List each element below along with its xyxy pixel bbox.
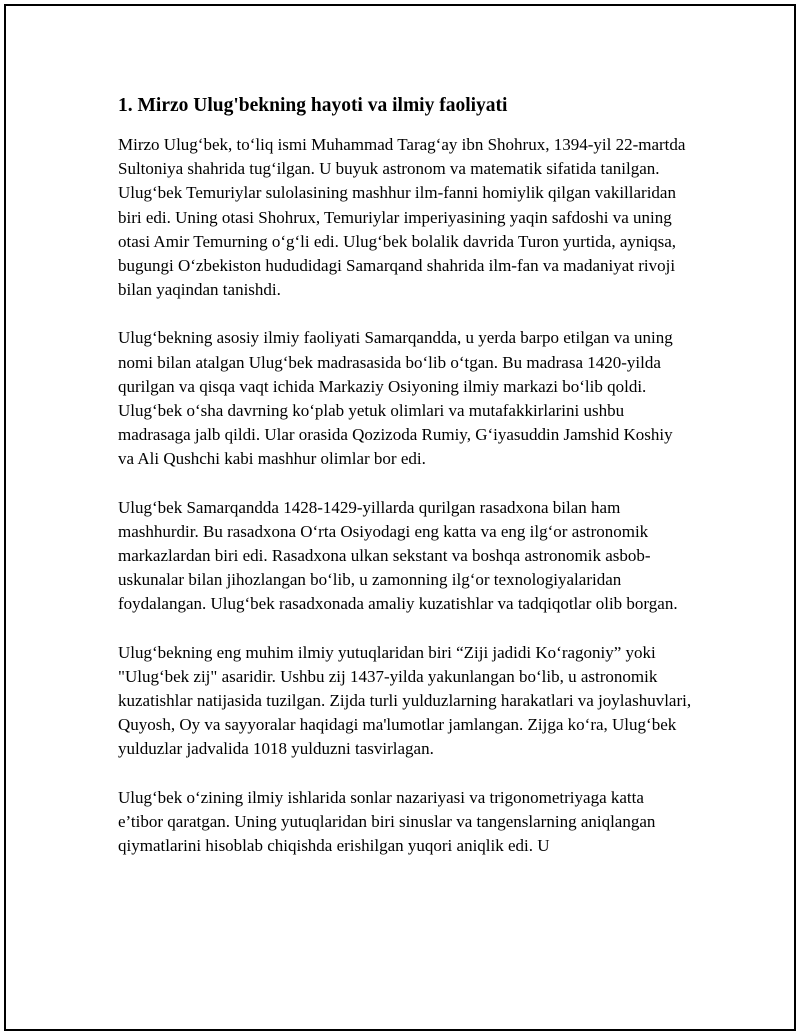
paragraph-madrasa: Ulug‘bekning asosiy ilmiy faoliyati Samarqandda, u yerda barpo etilgan va uning nomi bilan atalgan Ulug‘bek madrasasida bo‘lib o‘tgan. Bu madrasa 1420-yilda qurilgan va qisqa vaqt ichida Markaziy Osiyoning ilmiy markazi bo‘lib qoldi. Ulug‘bek o‘sha davrning ko‘plab yetuk olimlari va mutafakkirlarini ushbu madrasaga jalb qildi. Ular orasida Qozizoda Rumiy, G‘iyasuddin Jamshid Koshiy va Ali Qushchi kabi mashhur olimlar bor edi.: [118, 328, 673, 469]
document-body: [118, 92, 692, 858]
paragraph-zij: Ulug‘bekning eng muhim ilmiy yutuqlaridan biri “Ziji jadidi Ko‘ragoniy” yoki "Ulug‘bek zij" asaridir. Ushbu zij 1437-yilda yakunlangan bo‘lib, u astronomik kuzatishlar natijasida tuzilgan. Zijda turli yulduzlarning harakatlari va joylashuvlari, Quyosh, Oy va sayyoralar haqidagi ma'lumotlar jamlangan. Zijga ko‘ra, Ulug‘bek yulduzlar jadvalida 1018 yulduzni tasvirlagan.: [118, 642, 692, 759]
paragraph-trigonometry: Ulug‘bek o‘zining ilmiy ishlarida sonlar nazariyasi va trigonometriyaga katta e’tibor qaratgan. Uning yutuqlaridan biri sinuslar va tangenslarning aniqlangan qiymatlarini hisoblab chiqishda erishilgan yuqori aniqlik edi. U: [118, 787, 656, 856]
paragraph-observatory: Ulug‘bek Samarqandda 1428-1429-yillarda qurilgan rasadxona bilan ham mashhurdir. Bu rasadxona O‘rta Osiyodagi eng katta va eng ilg‘or astronomik markazlardan biri edi. Rasadxona ulkan sekstant va boshqa astronomik asbob-uskunalar bilan jihozlangan bo‘lib, u zamonning ilg‘or texnologiyalaridan foydalangan. Ulug‘bek rasadxonada amaliy kuzatishlar va tadqiqotlar olib borgan.: [118, 497, 678, 614]
section-heading: 1. Mirzo Ulug'bekning hayoti va ilmiy faoliyati: [118, 95, 508, 116]
paragraph-early-life: Mirzo Ulug‘bek, to‘liq ismi Muhammad Tarag‘ay ibn Shohrux, 1394-yil 22-martda Sultoniya shahrida tug‘ilgan. U buyuk astronom va matematik sifatida tanilgan. Ulug‘bek Temuriylar sulolasining mashhur ilm-fanni homiylik qilgan vakillaridan biri edi. Uning otasi Shohrux, Temuriylar imperiyasining yaqin safdoshi va uning otasi Amir Temurning o‘g‘li edi. Ulug‘bek bolalik davrida Turon yurtida, ayniqsa, bugungi O‘zbekiston hududidagi Samarqand shahrida ilm-fan va madaniyat rivoji bilan yaqindan tanishdi.: [118, 135, 686, 300]
